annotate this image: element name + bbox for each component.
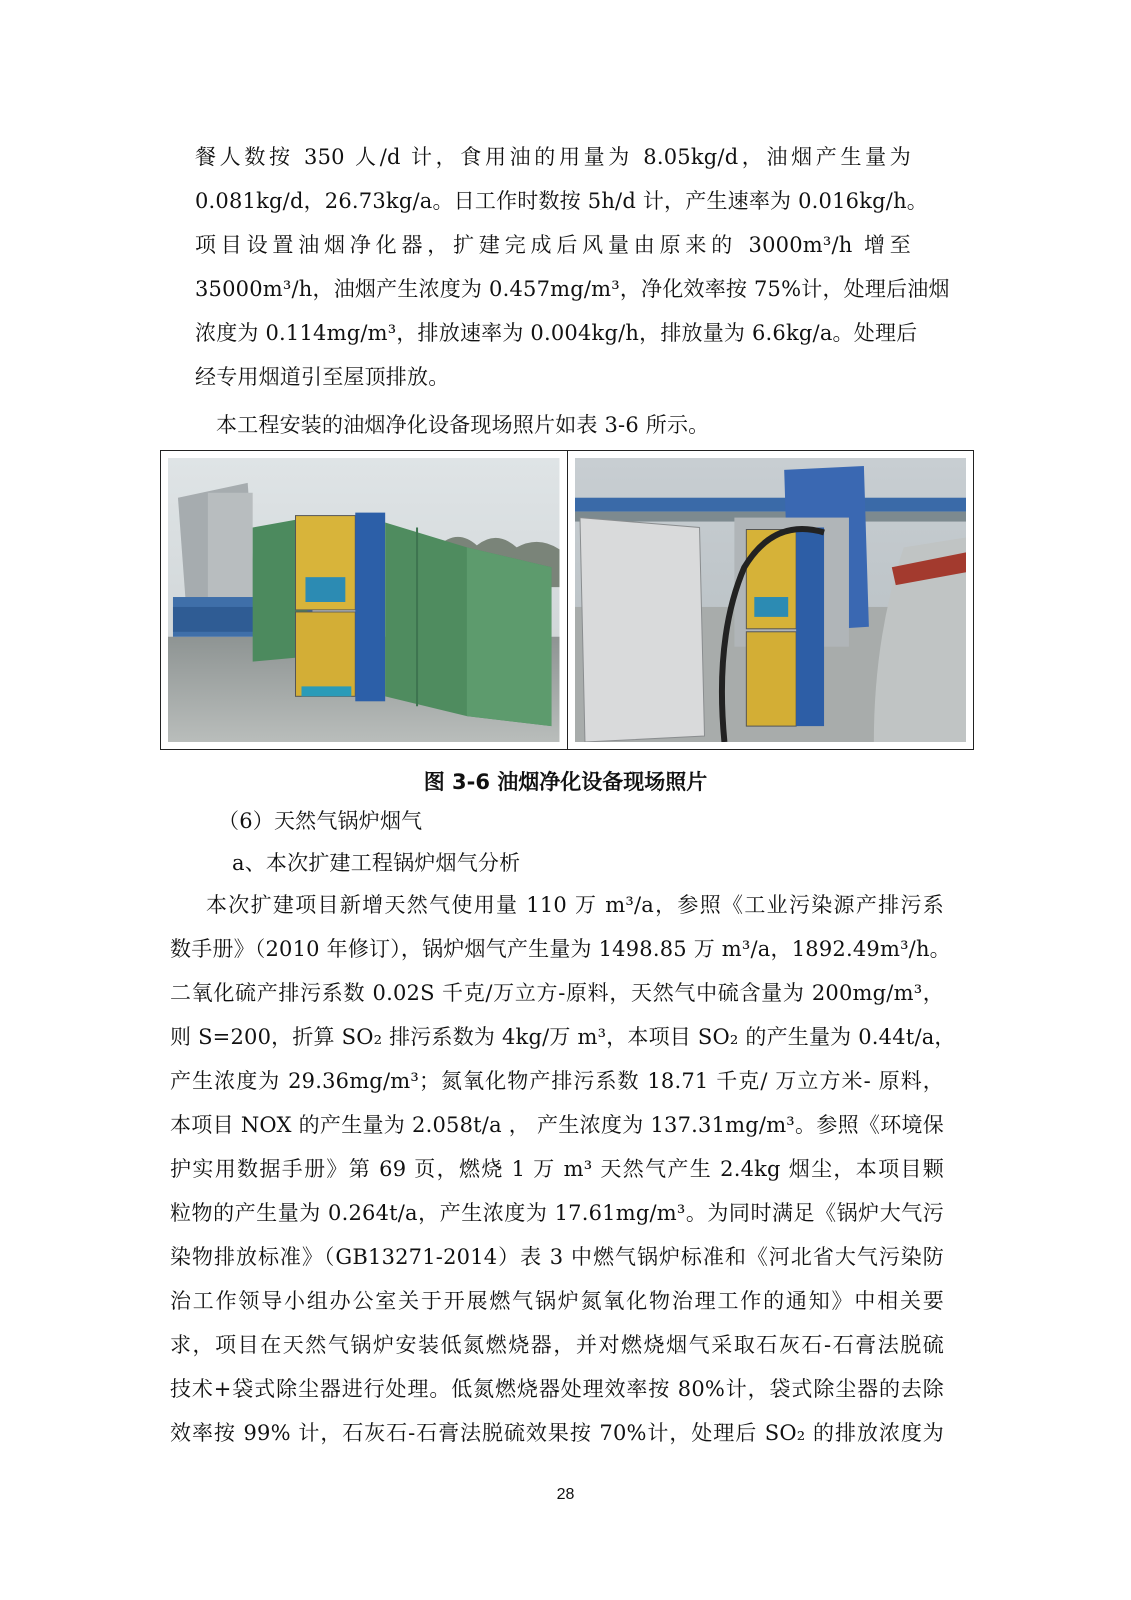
photo-cell-right bbox=[567, 451, 974, 749]
figure-intro: 本工程安装的油烟净化设备现场照片如表 3-6 所示。 bbox=[216, 413, 710, 437]
photo-table bbox=[160, 450, 974, 750]
text-line: 技术+袋式除尘器进行处理。低氮燃烧器处理效率按 80%计，袋式除尘器的去除 bbox=[170, 1377, 944, 1401]
text-line: 产生浓度为 29.36mg/m³；氮氧化物产排污系数 18.71 千克/ 万立方米- 原料， bbox=[170, 1069, 944, 1093]
section-subheading: a、本次扩建工程锅炉烟气分析 bbox=[232, 851, 521, 875]
text-line: 二氧化硫产排污系数 0.02S 千克/万立方-原料，天然气中硫含量为 200mg/m³， bbox=[170, 981, 944, 1005]
text-line: 0.081kg/d，26.73kg/a。日工作时数按 5h/d 计，产生速率为 0.016kg/h。 bbox=[195, 189, 929, 213]
text-line: 护实用数据手册》第 69 页，燃烧 1 万 m³ 天然气产生 2.4kg 烟尘，本项目颗 bbox=[170, 1157, 944, 1181]
section-heading: （6）天然气锅炉烟气 bbox=[218, 809, 423, 833]
page-number: 28 bbox=[556, 1486, 575, 1503]
text-line: 粒物的产生量为 0.264t/a，产生浓度为 17.61mg/m³。为同时满足《锅炉大气污 bbox=[170, 1201, 944, 1225]
purifier-photo-left bbox=[168, 458, 560, 742]
text-line: 项目设置油烟净化器，扩建完成后风量由原来的 3000m³/h 增至 bbox=[195, 233, 911, 257]
purifier-photo-right bbox=[575, 458, 967, 742]
text-line: 经专用烟道引至屋顶排放。 bbox=[195, 365, 450, 389]
text-line: 餐人数按 350 人/d 计，食用油的用量为 8.05kg/d，油烟产生量为 bbox=[195, 145, 911, 169]
text-line: 治工作领导小组办公室关于开展燃气锅炉氮氧化物治理工作的通知》中相关要 bbox=[170, 1289, 944, 1313]
text-line: 数手册》（2010 年修订），锅炉烟气产生量为 1498.85 万 m³/a，1892.49m³/h。 bbox=[170, 937, 951, 961]
photo-cell-left bbox=[161, 451, 567, 749]
text-line: 浓度为 0.114mg/m³，排放速率为 0.004kg/h，排放量为 6.6kg/a。处理后 bbox=[195, 321, 918, 345]
text-line: 本次扩建项目新增天然气使用量 110 万 m³/a，参照《工业污染源产排污系 bbox=[206, 893, 944, 917]
figure-caption: 图 3-6 油烟净化设备现场照片 bbox=[423, 770, 708, 794]
text-line: 35000m³/h，油烟产生浓度为 0.457mg/m³，净化效率按 75%计，处理后油烟 bbox=[195, 277, 950, 301]
text-line: 染物排放标准》（GB13271-2014）表 3 中燃气锅炉标准和《河北省大气污染防 bbox=[170, 1245, 944, 1269]
text-line: 本项目 NOX 的产生量为 2.058t/a ， 产生浓度为 137.31mg/m³。参照《环境保 bbox=[170, 1113, 944, 1137]
text-line: 求，项目在天然气锅炉安装低氮燃烧器，并对燃烧烟气采取石灰石-石膏法脱硫 bbox=[170, 1333, 944, 1357]
text-line: 则 S=200，折算 SO₂ 排污系数为 4kg/万 m³，本项目 SO₂ 的产生量为 0.44t/a， bbox=[170, 1025, 956, 1049]
text-line: 效率按 99% 计，石灰石-石膏法脱硫效果按 70%计，处理后 SO₂ 的排放浓度为 bbox=[170, 1421, 944, 1445]
